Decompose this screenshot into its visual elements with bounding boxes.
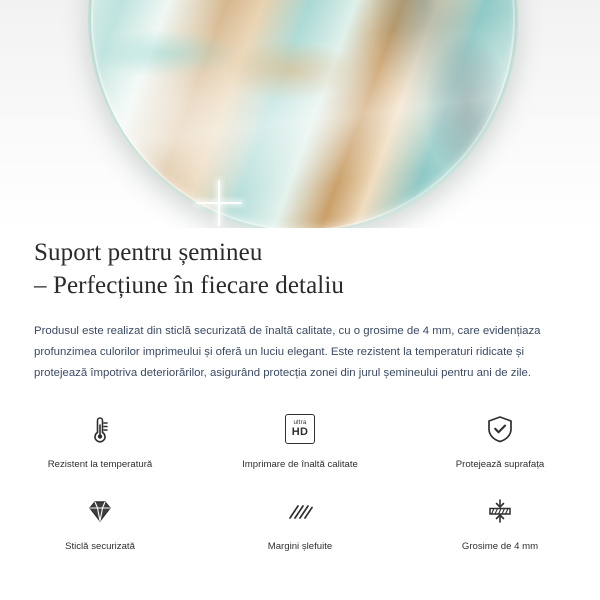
thermometer-icon (77, 406, 123, 452)
content-block (0, 228, 600, 384)
feature-thickness (400, 482, 600, 564)
ultra-hd-badge-bottom: HD (291, 426, 309, 439)
feature-grid (0, 400, 600, 564)
feature-print-quality (200, 400, 400, 482)
diamond-icon (77, 488, 123, 534)
feature-tempered-glass (0, 482, 200, 564)
feature-label: Sticlă securizată (65, 541, 135, 552)
feature-label: Margini șlefuite (267, 541, 333, 552)
feature-label: Imprimare de înaltă calitate (242, 459, 358, 470)
ultra-hd-badge-top: ultra (293, 418, 307, 426)
polished-edges-icon (277, 488, 323, 534)
feature-surface-protection (400, 400, 600, 482)
feature-label: Grosime de 4 mm (461, 541, 539, 552)
ultra-hd-icon (277, 406, 323, 452)
glass-plate-image (88, 0, 518, 228)
thickness-icon (477, 488, 523, 534)
feature-label: Rezistent la temperatură (47, 459, 153, 470)
feature-heat-resistant (0, 400, 200, 482)
headline-line-1: Suport pentru șemineu (34, 239, 263, 266)
feature-label: Protejează suprafața (455, 459, 545, 470)
page-title (0, 228, 600, 302)
hero-image (0, 0, 600, 228)
shield-check-icon (477, 406, 523, 452)
description-paragraph: Produsul este realizat din sticlă securizată de înaltă calitate, cu o grosime de 4 mm, care evidențiaza profunzimea culorilor imprimeului și oferă un luciu elegant. Este rezistent la temperaturi ridicate și protejează împotriva deteriorărilor, asigurând protecția zonei din jurul șemineului pentru ani de zile. (34, 325, 541, 379)
headline-line-2: – Perfecțiune în fiecare detaliu (34, 272, 344, 299)
feature-polished-edges (200, 482, 400, 564)
